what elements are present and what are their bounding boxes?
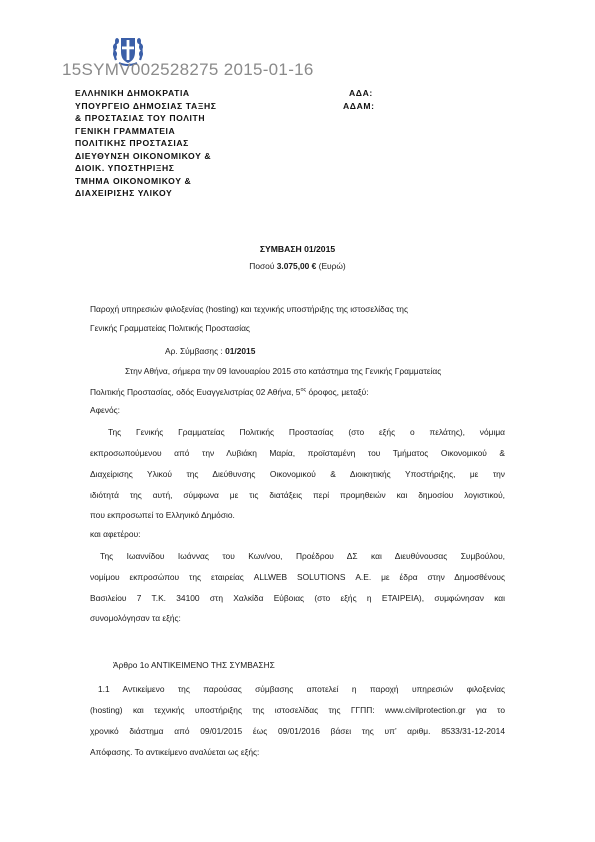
contract-amount: Ποσού 3.075,00 € (Ευρώ) xyxy=(249,261,346,271)
issuer-line: ΤΜΗΜΑ ΟΙΚΟΝΟΜΙΚΟΥ & xyxy=(75,175,192,186)
reference-header xyxy=(343,87,375,112)
issuer-line: ΕΛΛΗΝΙΚΗ ΔΗΜΟΚΡΑΤΙΑ xyxy=(75,88,190,98)
issuer-line: ΠΟΛΙΤΙΚΗΣ ΠΡΟΣΤΑΣΙΑΣ xyxy=(75,138,189,148)
party1-line: εκπροσωπούμενου από την Λυβιάκη Μαρία, προϊσταμένη του Τμήματος Οικονομικού & xyxy=(90,448,505,458)
issuer-line: ΔΙΟΙΚ. ΥΠΟΣΤΗΡΙΞΗΣ xyxy=(75,163,175,173)
issuer-header xyxy=(75,87,217,200)
issuer-line: ΔΙΕΥΘΥΝΣΗ ΟΙΚΟΝΟΜΙΚΟΥ & xyxy=(75,150,212,161)
party2-line: Βασιλείου 7 Τ.Κ. 34100 στη Χαλκίδα Εύβοιας (στο εξής η ΕΤΑΙΡΕΙΑ), συμφώνησαν και xyxy=(90,593,505,603)
ada-stamp: 15SYMV002528275 2015-01-16 xyxy=(62,60,314,79)
amount-value: 3.075,00 € xyxy=(276,261,317,271)
party2-line: συνομολόγησαν τα εξής: xyxy=(90,613,181,623)
article1-line: Απόφασης. Το αντικείμενο αναλύεται ως εξής: xyxy=(90,747,260,757)
contract-number: Αρ. Σύμβασης : 01/2015 xyxy=(165,346,256,356)
party2-line: νομίμου εκπροσώπου της εταιρείας ALLWEB SOLUTIONS Α.Ε. με έδρα στην Δημοσθένους xyxy=(90,572,505,582)
article1-line: (hosting) και τεχνικής υποστήριξης της ιστοσελίδας της ΓΓΠΠ: www.civilprotection.gr για το xyxy=(90,705,505,715)
kai-afeterou-label: και αφετέρου: xyxy=(90,529,141,539)
party1-line: ιδιότητά της αυτή, σύμφωνα με τις διατάξεις περί προμηθειών και δημοσίου λογιστικού, xyxy=(90,490,505,500)
issuer-line: ΥΠΟΥΡΓΕΙΟ ΔΗΜΟΣΙΑΣ ΤΑΞΗΣ xyxy=(75,100,217,111)
issuer-line: ΔΙΑΧΕΙΡΙΣΗΣ ΥΛΙΚΟΥ xyxy=(75,188,173,198)
article1-title: Άρθρο 1ο ΑΝΤΙΚΕΙΜΕΝΟ ΤΗΣ ΣΥΜΒΑΣΗΣ xyxy=(113,660,275,670)
issuer-line: & ΠΡΟΣΤΑΣΙΑΣ ΤΟΥ ΠΟΛΙΤΗ xyxy=(75,113,206,123)
issuer-line: ΓΕΝΙΚΗ ΓΡΑΜΜΑΤΕΙΑ xyxy=(75,125,176,136)
article1-line: χρονικό διάστημα από 09/01/2015 έως 09/01/2016 βάσει της υπ’ αριθμ. 8533/31-12-2014 xyxy=(90,726,505,736)
article1-line: 1.1 Αντικείμενο της παρούσας σύμβασης αποτελεί η παροχή υπηρεσιών φιλοξενίας xyxy=(98,684,505,694)
party1-line: Της Γενικής Γραμματείας Πολιτικής Προστασίας (στο εξής ο πελάτης), νόμιμα xyxy=(108,427,505,437)
party1-line: Διαχείρισης Υλικού της Διεύθυνσης Οικονομικού & Διοικητικής Υποστήριξης, με την xyxy=(90,469,505,479)
subject-line: Γενικής Γραμματείας Πολιτικής Προστασίας xyxy=(90,323,250,333)
contract-number-value: 01/2015 xyxy=(225,346,256,356)
contract-title: ΣΥΜΒΑΣΗ 01/2015 xyxy=(259,244,336,254)
party2-line: Της Ιωαννίδου Ιωάννας του Κων/νου, Προέδρου ΔΣ και Διευθύνουσας Συμβούλου, xyxy=(100,551,505,561)
intro-line: Στην Αθήνα, σήμερα την 09 Ιανουαρίου 2015 στο κατάστημα της Γενικής Γραμματείας xyxy=(125,366,442,376)
ada-label: ΑΔΑ: xyxy=(349,88,373,98)
afenos-label: Αφενός: xyxy=(90,405,120,415)
subject-line: Παροχή υπηρεσιών φιλοξενίας (hosting) και τεχνικής υποστήριξης της ιστοσελίδας της xyxy=(90,304,408,314)
party1-line: που εκπροσωπεί το Ελληνικό Δημόσιο. xyxy=(90,510,235,520)
adam-label: ΑΔΑΜ: xyxy=(343,100,375,111)
intro-line: Πολιτικής Προστασίας, οδός Ευαγγελιστρίας 02 Αθήνα, $5^{o\varsigma}$ όροφος, μεταξύ: xyxy=(90,386,369,397)
